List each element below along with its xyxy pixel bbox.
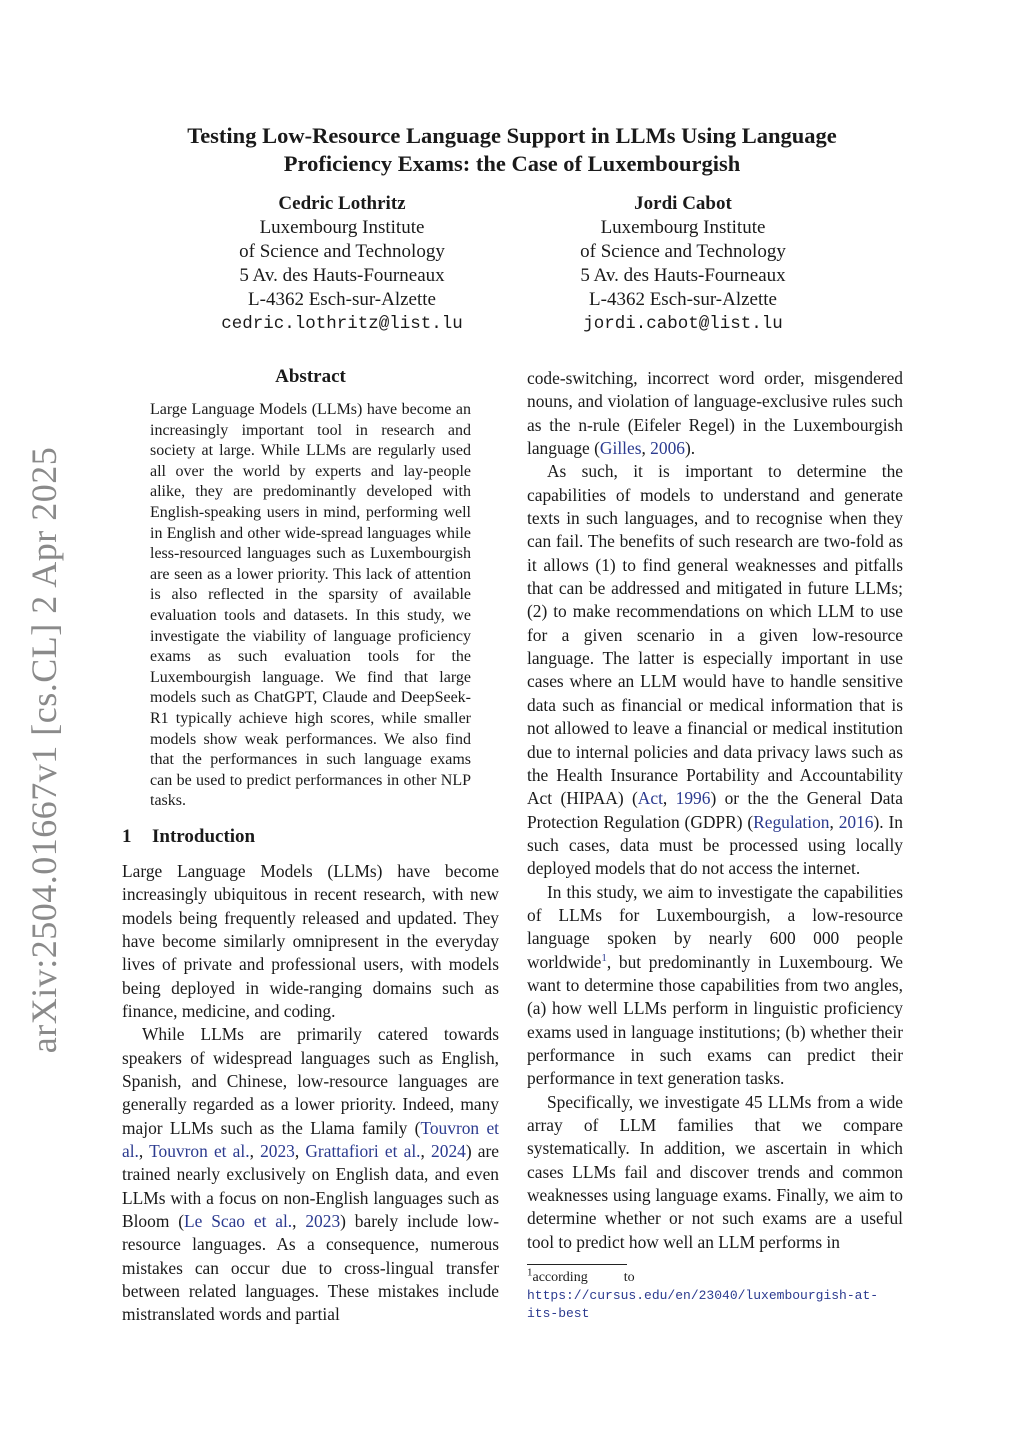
section-number: 1: [122, 825, 132, 847]
footnote-word: according: [532, 1270, 588, 1286]
text-run: ) barely include low-resource languages. As a consequence, numerous mistakes can occur due to cross-lingual transfer between related languages. These mistakes include mistranslated words and partial: [122, 1211, 499, 1325]
citation-link[interactable]: Grattafiori et al.: [305, 1141, 421, 1161]
citation-link[interactable]: Regulation: [753, 811, 830, 832]
text-run: In this study, we aim to investigate the capabilities of LLMs for Luxembourgish, a low-resource language spoken by nearly 600 000 people worldwide: [527, 881, 903, 972]
text-run: ,: [294, 1141, 306, 1161]
text-run: ,: [662, 788, 676, 809]
citation-link[interactable]: Act: [637, 788, 663, 809]
footnote-marker[interactable]: 1: [601, 951, 607, 964]
citation-link[interactable]: Gilles: [599, 438, 642, 459]
text-run: , but predominantly in Luxembourg. We want to determine those capabilities from two angles, (a) how well LLMs perform in linguistic proficiency exams used in language institutions; (b) whether their performance in such exams can predict their performance in text generation tasks.: [527, 951, 903, 1089]
text-run: ,: [829, 811, 839, 832]
footnote: [527, 1266, 903, 1323]
text-run: ). In such cases, data must be processed using locally deployed models that do not access the internet.: [527, 811, 903, 879]
citation-link[interactable]: 2023: [305, 1211, 341, 1232]
footnote-word: to: [623, 1270, 635, 1286]
author-address-line-2: L-4362 Esch-sur-Alzette: [248, 289, 436, 310]
author-affiliation-line-2: of Science and Technology: [239, 241, 445, 262]
author-affiliation-line-1: Luxembourg Institute: [259, 217, 425, 238]
paper-title: [122, 122, 902, 178]
text-run: ,: [420, 1141, 432, 1161]
citation-link[interactable]: 2023: [260, 1141, 295, 1161]
text-run: ,: [641, 438, 651, 459]
right-column: [527, 367, 903, 1323]
text-run: As such, it is important to determine the capabilities of models to understand and generate texts in such languages, and to recognise when they can fail. The benefits of such research are two-fold as it allows (1) to find general weaknesses and pitfalls that can be addressed and mitigated in future LLMs; (2) to make recommendations on which LLM to use for a given scenario in a given low-resource language. The latter is especially important in use cases where an LLM would have to handle sensitive data such as financial or medical information that is not allowed to leave a financial or medical institution due to internal policies and data privacy laws such as the Health Insurance Portability and Accountability Act (HIPAA) (: [527, 461, 903, 809]
author-name: Jordi Cabot: [634, 193, 732, 214]
author-email: cedric.lothritz@list.lu: [221, 314, 463, 334]
author-address-line-2: L-4362 Esch-sur-Alzette: [589, 289, 777, 310]
text-run: While LLMs are primarily catered towards speakers of widespread languages such as English, Spanish, and Chinese, low-resource languages are generally regarded as a lower priority. Indeed, many major LLMs such as the Llama family (: [122, 1024, 499, 1138]
author-block-1: [177, 192, 507, 336]
author-address-line-1: 5 Av. des Hauts-Fourneaux: [239, 265, 445, 286]
left-column: [122, 362, 499, 1327]
intro-paragraph-1: Large Language Models (LLMs) have become increasingly ubiquitous in recent research, with new models being frequently released and updated. They have become similarly omnipresent in the everyday lives of private and professional users, with models being deployed in wide-ranging domains such as finance, medicine, and coding.: [122, 860, 499, 1021]
text-run: code-switching, incorrect word order, misgendered nouns, and violation of language-exclusive rules such as the n-rule (Eifeler Regel) in the Luxembourgish language (: [527, 368, 903, 459]
author-email: jordi.cabot@list.lu: [583, 314, 783, 334]
text-run: ,: [138, 1141, 150, 1161]
footnote-number: 1: [527, 1266, 533, 1279]
abstract-heading: Abstract: [275, 366, 346, 387]
section-heading-introduction: [122, 826, 499, 848]
citation-link[interactable]: 2006: [650, 438, 685, 459]
citation-link[interactable]: 1996: [675, 788, 711, 809]
arxiv-identifier: arXiv:2504.01667v1 [cs.CL] 2 Apr 2025: [24, 446, 64, 1054]
footnote-divider: [527, 1264, 627, 1265]
text-run: ) are trained nearly exclusively on English data, and even LLMs with a focus on non-English languages such as Bloom (: [122, 1141, 500, 1232]
citation-link[interactable]: Le Scao et al.: [184, 1211, 293, 1232]
citation-link[interactable]: 2024: [431, 1141, 466, 1161]
author-affiliation-line-1: Luxembourg Institute: [600, 217, 766, 238]
title-line-1: Testing Low-Resource Language Support in LLMs Using Language: [187, 123, 837, 148]
author-name: Cedric Lothritz: [278, 193, 406, 214]
right-paragraph-2: [527, 460, 903, 880]
author-address-line-1: 5 Av. des Hauts-Fourneaux: [580, 265, 786, 286]
footnote-url-link[interactable]: https://cursus.edu/en/23040/luxembourgish-at-its-best: [527, 1288, 879, 1322]
text-run: ) or the the General Data Protection Regulation (GDPR) (: [527, 788, 903, 832]
author-affiliation-line-2: of Science and Technology: [580, 241, 786, 262]
title-line-2: Proficiency Exams: the Case of Luxembourgish: [283, 151, 741, 176]
author-block-2: [518, 192, 848, 336]
right-paragraph-4: Specifically, we investigate 45 LLMs from a wide array of LLM families that we compare systematically. In addition, we ascertain in which cases LLMs fail and discover trends and common weaknesses using language exams. Finally, we aim to determine whether or not such exams are a useful tool to predict how well an LLM performs in: [527, 1091, 903, 1252]
right-paragraph-3: [527, 881, 903, 1091]
citation-link[interactable]: Touvron et al.: [149, 1141, 250, 1161]
citation-link[interactable]: 2016: [838, 811, 874, 832]
text-run: ,: [249, 1141, 261, 1161]
section-title: Introduction: [152, 825, 256, 847]
intro-paragraph-2: [122, 1023, 499, 1326]
text-run: ).: [684, 438, 696, 459]
text-run: ,: [292, 1211, 306, 1232]
citation-link[interactable]: Touvron et al.: [122, 1117, 499, 1161]
right-paragraph-1: [527, 367, 903, 460]
abstract-text: Large Language Models (LLMs) have become an increasingly important tool in research and society at large. While LLMs are regularly used all over the world by experts and lay-people alike, they are predominantly developed with English-speaking users in mind, performing well in English and other wide-spread languages while less-resourced languages such as Luxembourgish are seen as a lower priority. This lack of attention is also reflected in the sparsity of available evaluation tools and datasets. In this study, we investigate the viability of language proficiency exams as such evaluation tools for the Luxembourgish language. We find that large models such as ChatGPT, Claude and DeepSeek-R1 typically achieve high scores, while smaller models show weak performances. We also find that the performances in such language exams can be used to predict performances in other NLP tasks.: [150, 401, 471, 810]
